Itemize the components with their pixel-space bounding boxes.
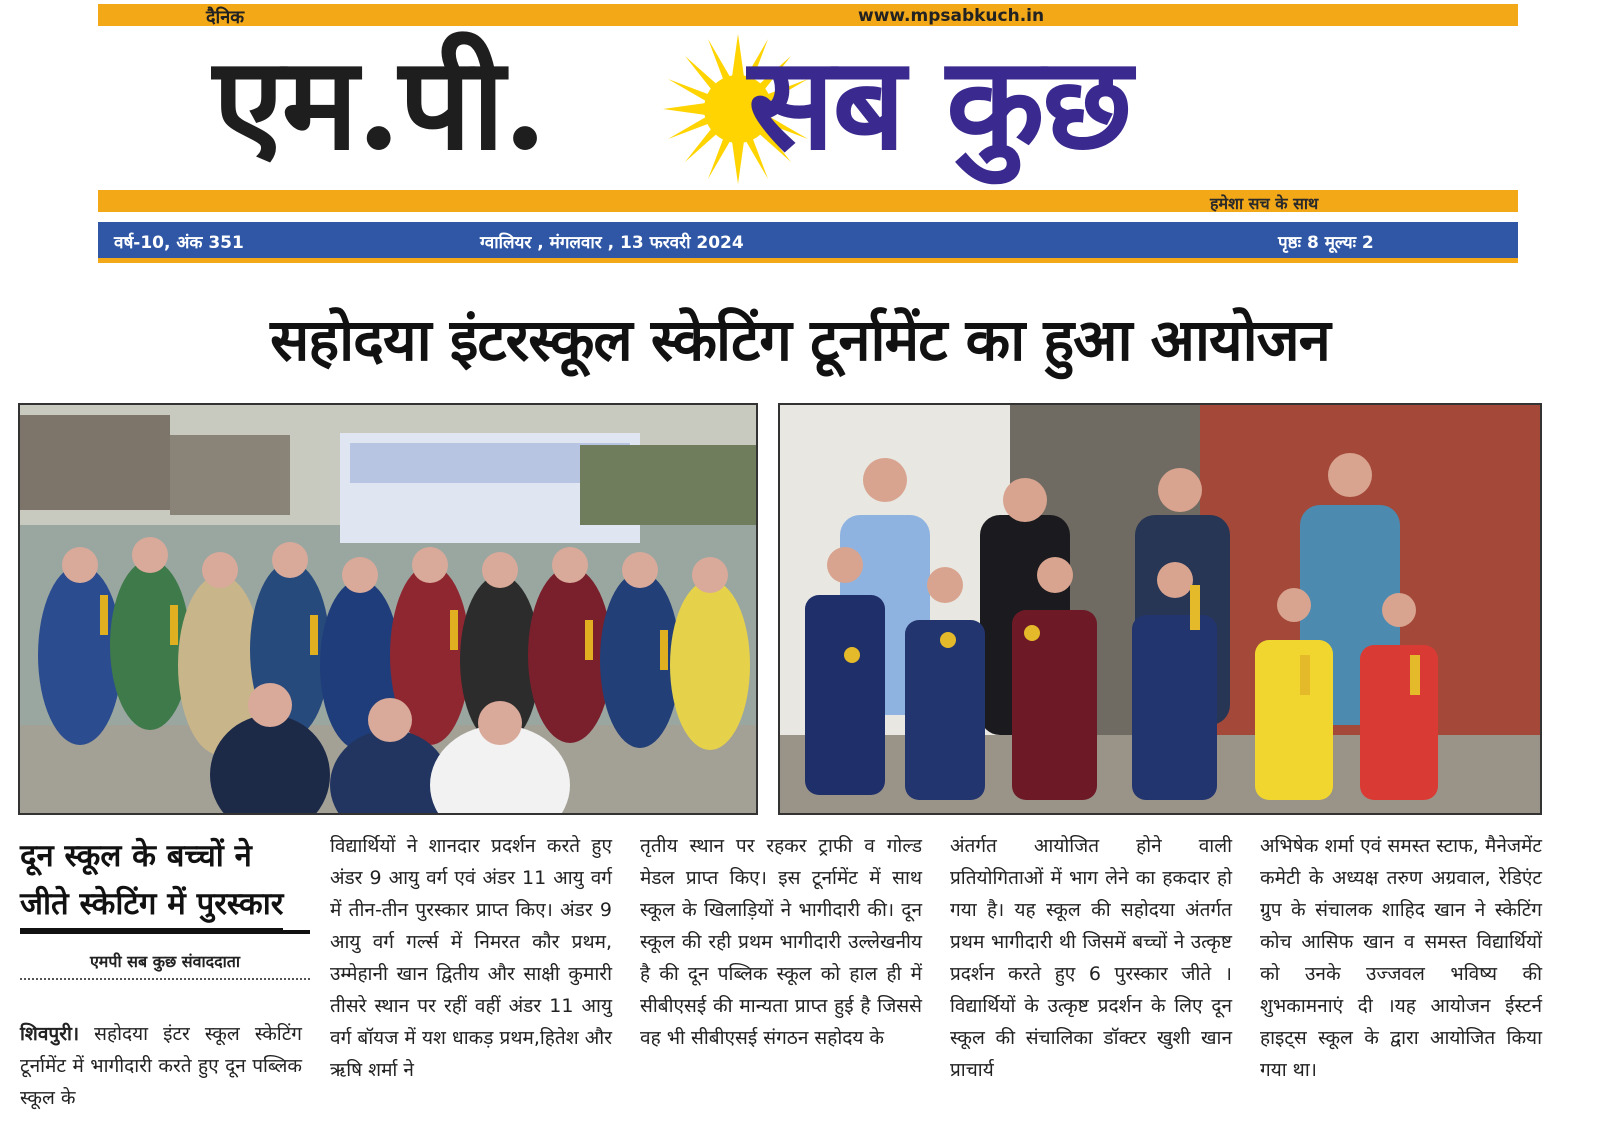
photo-medal-winners — [778, 403, 1542, 815]
subhead-line-1: दून स्कूल के बच्चों ने — [20, 838, 252, 874]
logo-text-mp: एम.पी. — [213, 29, 546, 179]
article-column-2: विद्यार्थियों ने शानदार प्रदर्शन करते हुए अंडर 9 आयु वर्ग एवं अंडर 11 आयु वर्ग में तीन-तीन पुरस्कार प्राप्त किए। अंडर 9 आयु वर्ग गर्ल्स में निमरत कौर प्रथम, उम्मेहानी खान द्वितीय और साक्षी कुमारी तीसरे स्थान पर रहीं वहीं अंडर 11 आयु वर्ग बॉयज में यश धाकड़ प्रथम,हितेश और ऋषि शर्मा ने — [330, 835, 612, 1081]
article-subhead — [20, 832, 310, 931]
article-column-3: तृतीय स्थान पर रहकर ट्राफी व गोल्ड मेडल प्राप्त किए। इस टूर्नामेंट में साथ स्कूल के खिलाड़ियों ने भागीदारी की। दून स्कूल की रही प्रथम भागीदारी उल्लेखनीय है की दून पब्लिक स्कूल को हाल ही में सीबीएसई की मान्यता प्राप्त हुई है जिससे वह भी सीबीएसई संगठन सहोदय के — [640, 835, 922, 1049]
dateline: शिवपुरी। — [20, 1023, 80, 1045]
tagline: हमेशा सच के साथ — [1210, 194, 1319, 213]
byline: एमपी सब कुछ संवाददाता — [20, 950, 310, 980]
issue-info-bar — [98, 222, 1518, 263]
article-column-1 — [20, 1018, 302, 1114]
subhead-line-2: जीते स्केटिंग में पुरस्कार — [20, 880, 283, 931]
logo-text-sabkuch: सब कुछ — [748, 29, 1131, 179]
masthead — [98, 4, 1518, 214]
place-date: ग्वालियर , मंगलवार , 13 फरवरी 2024 — [480, 233, 744, 253]
issue-number: वर्ष-10, अंक 351 — [114, 233, 244, 253]
article-headline: सहोदया इंटरस्कूल स्केटिंग टूर्नामेंट का हुआ आयोजन — [270, 306, 1330, 374]
subhead-rule — [20, 930, 310, 934]
website-link[interactable]: www.mpsabkuch.in — [858, 6, 1045, 26]
article-column-4: अंतर्गत आयोजित होने वाली प्रतियोगिताओं में भाग लेने का हकदार हो गया है। यह स्कूल की सहोदया अंतर्गत प्रथम भागीदारी थी जिसमें बच्चों ने उत्कृष्ट प्रदर्शन करते हुए 6 पुरस्कार जीते ।विद्यार्थियों के उत्कृष्ट प्रदर्शन के लिए दून स्कूल की संचालिका डॉक्टर खुशी खान प्राचार्य — [950, 835, 1232, 1081]
pages-price: पृष्ठः 8 मूल्यः 2 — [1278, 233, 1374, 253]
masthead-top-bar — [98, 4, 1518, 26]
column-1-text: सहोदया इंटर स्कूल स्केटिंग टूर्नामेंट में भागीदारी करते हुए दून पब्लिक स्कूल के — [20, 1023, 302, 1109]
photo-group-students — [18, 403, 758, 815]
daily-label: दैनिक — [206, 7, 245, 28]
article-column-5: अभिषेक शर्मा एवं समस्त स्टाफ, मैनेजमेंट कमेटी के अध्यक्ष तरुण अग्रवाल, रेडिएंट ग्रुप के संचालक शाहिद खान ने स्केटिंग कोच आसिफ खान व समस्त विद्यार्थियों को उनके उज्जवल भविष्य की शुभकामनाएं दी ।यह आयोजन ईस्टर्न हाइट्स स्कूल के द्वारा आयोजित किया गया था। — [1260, 835, 1542, 1081]
